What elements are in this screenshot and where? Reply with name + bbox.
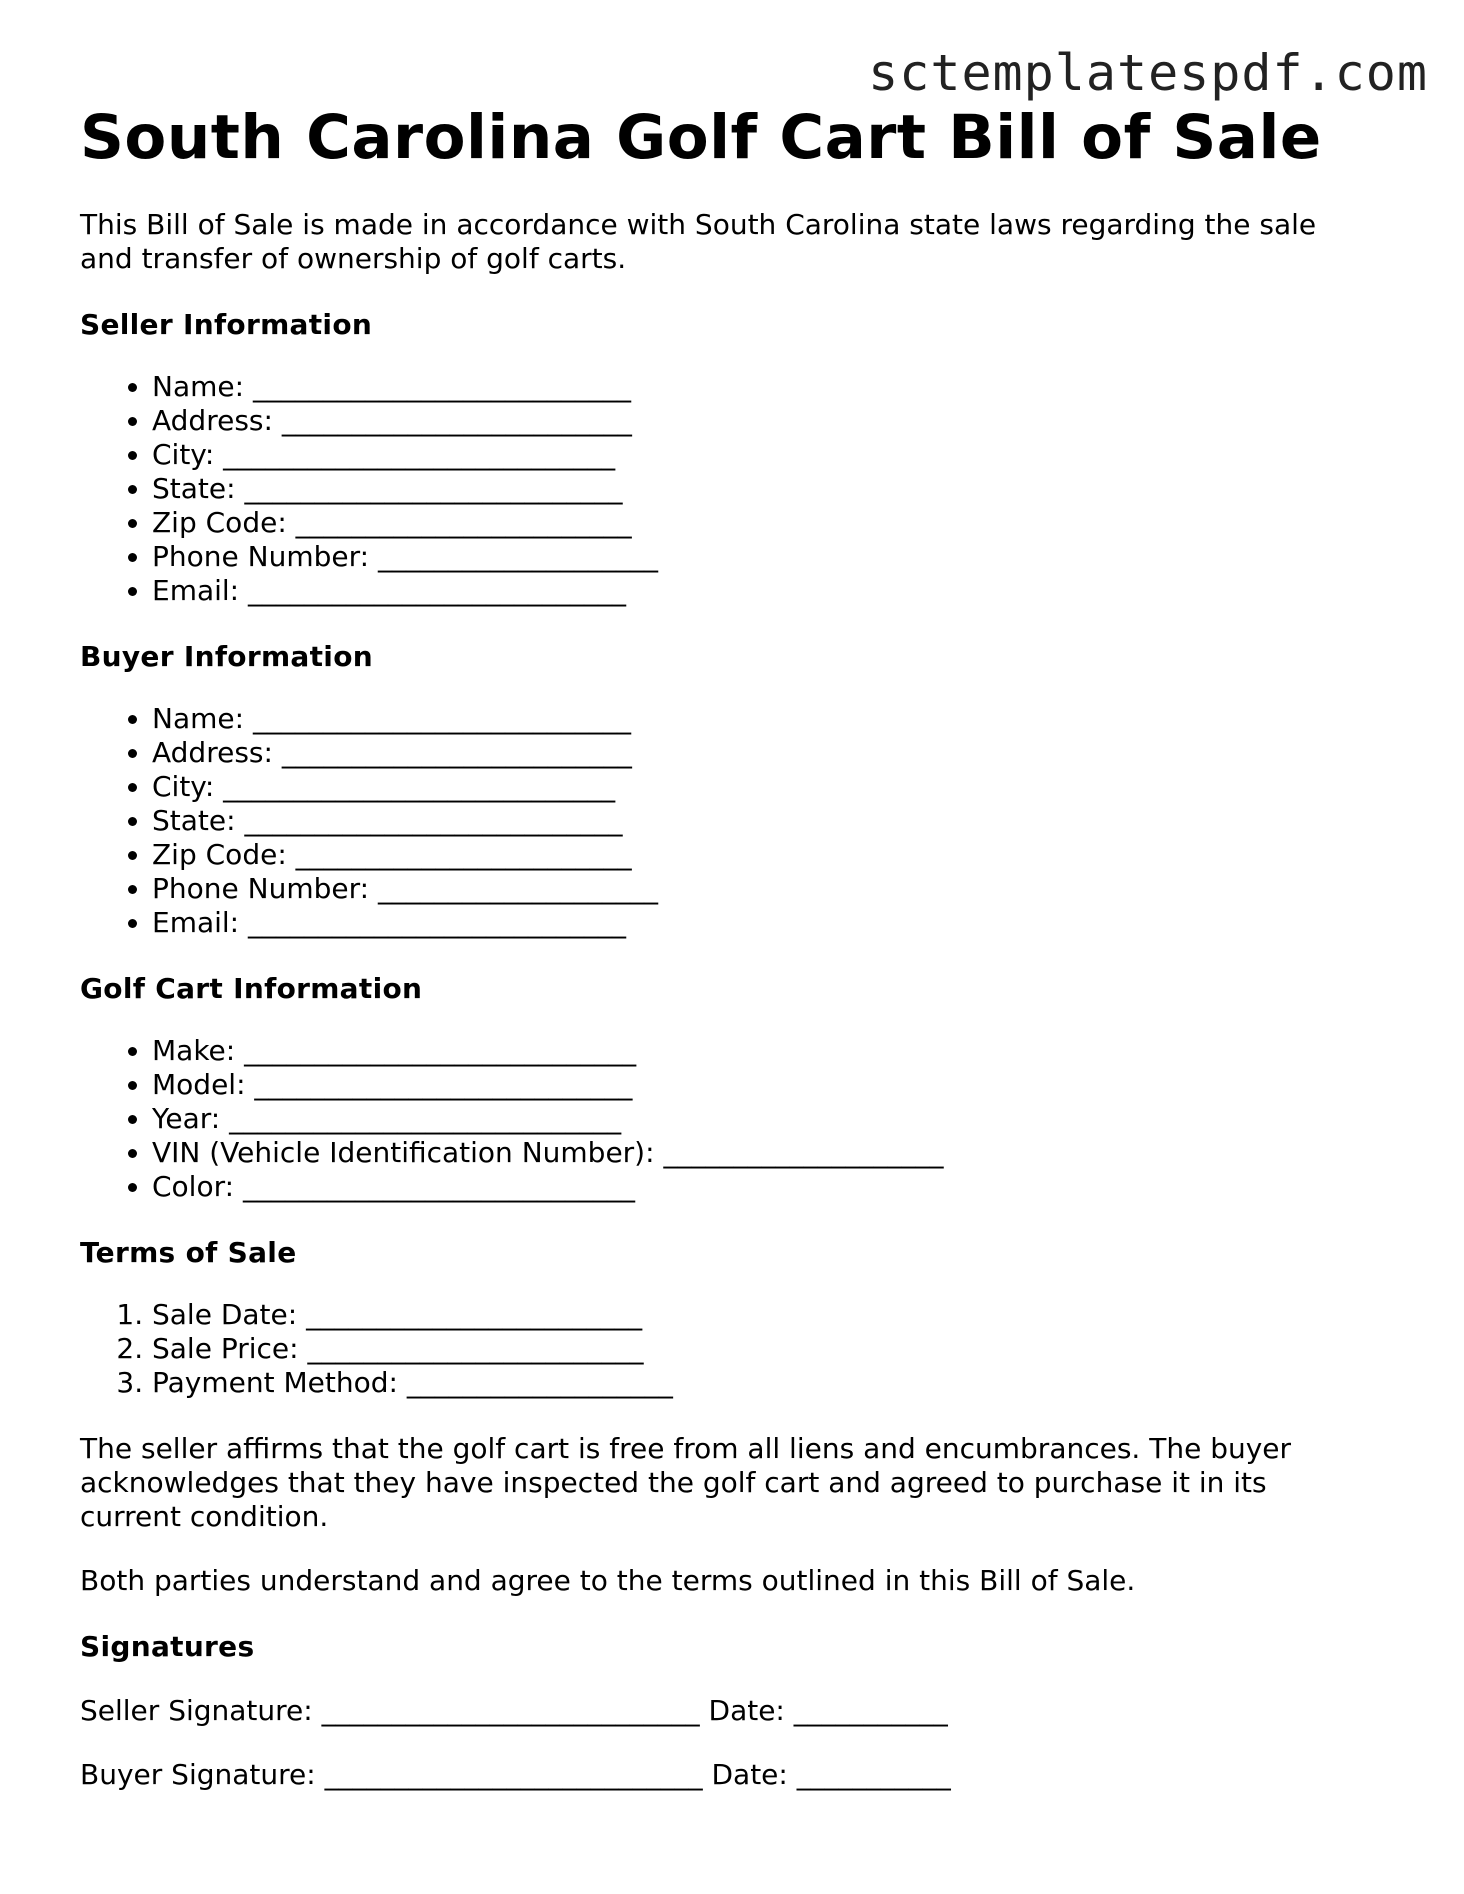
sale-date-field[interactable]: 1. Sale Date: ________________________: [152, 1298, 1380, 1332]
terms-section-heading: Terms of Sale: [80, 1236, 297, 1269]
buyer-state-field[interactable]: • State: ___________________________: [152, 804, 1380, 838]
seller-address-field[interactable]: • Address: _________________________: [152, 404, 1380, 438]
buyer-zip-field[interactable]: • Zip Code: ________________________: [152, 838, 1380, 872]
cart-section-heading: Golf Cart Information: [80, 972, 423, 1005]
buyer-email-field[interactable]: • Email: ___________________________: [152, 906, 1380, 940]
buyer-phone-field[interactable]: • Phone Number: ____________________: [152, 872, 1380, 906]
document-page: [80, 100, 1380, 1792]
page-title: South Carolina Golf Cart Bill of Sale: [80, 102, 1322, 173]
buyer-signature-line[interactable]: Buyer Signature: ___________________________ Date: ___________: [80, 1758, 951, 1791]
payment-method-field[interactable]: 3. Payment Method: ___________________: [152, 1366, 1380, 1400]
buyer-address-field[interactable]: • Address: _________________________: [152, 736, 1380, 770]
seller-city-field[interactable]: • City: ____________________________: [152, 438, 1380, 472]
cart-vin-field[interactable]: • VIN (Vehicle Identification Number): ____________________: [152, 1136, 1380, 1170]
seller-signature-line[interactable]: Seller Signature: ___________________________ Date: ___________: [80, 1694, 948, 1727]
cart-model-field[interactable]: • Model: ___________________________: [152, 1068, 1380, 1102]
cart-field-list: [80, 1034, 1380, 1204]
seller-name-field[interactable]: • Name: ___________________________: [152, 370, 1380, 404]
affirmation-paragraph: The seller affirms that the golf cart is free from all liens and encumbrances. The buyer acknowledges that they have inspected the golf cart and agreed to purchase it in its current condition.: [80, 1432, 1292, 1533]
site-watermark: sctemplatespdf.com: [868, 44, 1428, 102]
buyer-section-heading: Buyer Information: [80, 640, 373, 673]
cart-color-field[interactable]: • Color: ____________________________: [152, 1170, 1380, 1204]
buyer-name-field[interactable]: • Name: ___________________________: [152, 702, 1380, 736]
seller-state-field[interactable]: • State: ___________________________: [152, 472, 1380, 506]
agreement-paragraph: Both parties understand and agree to the terms outlined in this Bill of Sale.: [80, 1564, 1136, 1597]
cart-year-field[interactable]: • Year: ____________________________: [152, 1102, 1380, 1136]
seller-phone-field[interactable]: • Phone Number: ____________________: [152, 540, 1380, 574]
seller-field-list: [80, 370, 1380, 608]
signatures-section-heading: Signatures: [80, 1630, 255, 1663]
terms-list: [80, 1298, 1380, 1400]
buyer-field-list: [80, 702, 1380, 940]
cart-make-field[interactable]: • Make: ____________________________: [152, 1034, 1380, 1068]
seller-zip-field[interactable]: • Zip Code: ________________________: [152, 506, 1380, 540]
seller-section-heading: Seller Information: [80, 308, 373, 341]
seller-email-field[interactable]: • Email: ___________________________: [152, 574, 1380, 608]
sale-price-field[interactable]: 2. Sale Price: ________________________: [152, 1332, 1380, 1366]
buyer-city-field[interactable]: • City: ____________________________: [152, 770, 1380, 804]
intro-paragraph: This Bill of Sale is made in accordance with South Carolina state laws regarding the sale and transfer of ownership of golf carts.: [80, 208, 1317, 275]
